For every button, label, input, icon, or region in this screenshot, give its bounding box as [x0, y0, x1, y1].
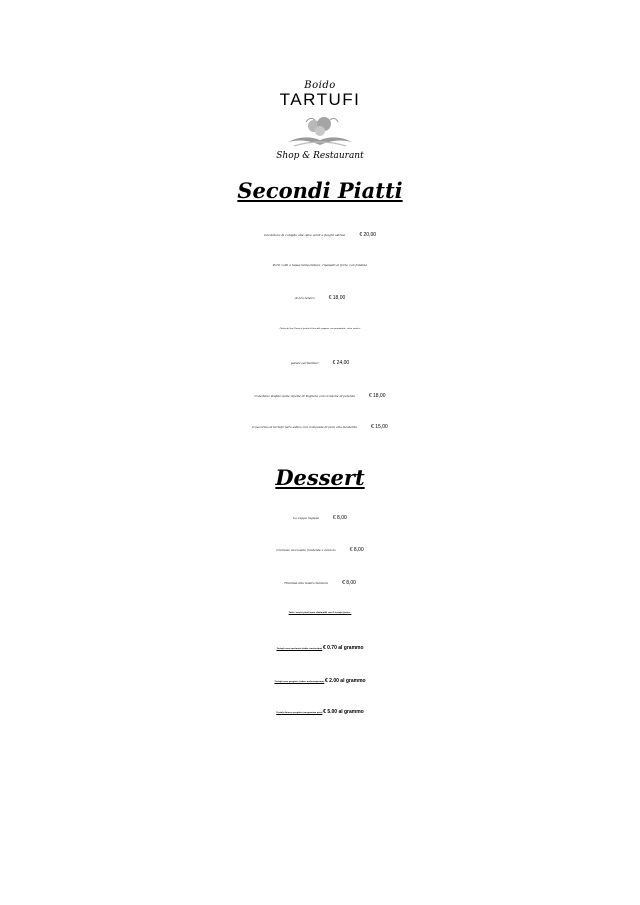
truffle-price: € 2.00 al grammo	[325, 678, 366, 684]
menu-item-line	[0, 360, 640, 366]
item-price: € 18,00	[368, 393, 386, 399]
menu-item-line	[0, 263, 640, 267]
menu-item-line	[0, 295, 640, 301]
item-price: € 24,00	[332, 360, 350, 366]
menu-item	[0, 515, 640, 521]
item-name: Cacciatora di coniglio alle olive verdi e funghi ostrica	[263, 233, 346, 237]
item-name: Filetto di San Pietro al gratin di fiori del cappero, con pomodorini, salsa verde e	[279, 328, 361, 330]
truffle-emblem-icon	[284, 112, 356, 152]
truffle-name: Tartufo nero uncinato (tuber uncinatum)	[276, 648, 323, 650]
item-price: € 8,00	[349, 547, 364, 553]
truffle-item	[0, 709, 640, 715]
item-name: La zuppa inglese	[293, 516, 319, 520]
item-price: € 8,00	[332, 515, 347, 521]
truffle-price: € 0.70 al grammo	[322, 645, 364, 651]
menu-item	[0, 424, 640, 430]
logo-tagline: Shop & Restaurant	[276, 151, 364, 161]
menu-item	[0, 393, 640, 399]
secondi-title: Secondi Piatti	[237, 178, 403, 203]
truffle-price: € 5.00 al grammo	[323, 709, 364, 715]
item-price: € 8,00	[342, 580, 356, 586]
truffle-name: Tartufo bianco pregiato (magnatum pico)	[276, 712, 323, 714]
item-price: € 15,00	[371, 424, 388, 430]
item-price: € 18,00	[328, 295, 346, 301]
logo-brand-small: Boido	[304, 80, 336, 91]
truffle-item	[0, 645, 640, 651]
item-name: patate parmentier	[290, 361, 319, 365]
menu-item	[0, 580, 640, 586]
menu-item-line	[0, 328, 640, 330]
item-name: Il pecorino al tartufo nero estivo con composta di pere alla mostarda	[252, 425, 358, 429]
item-name: Porri cotti a bassa temperatura ,ripassati al forno con fonduta	[272, 263, 368, 267]
item-price: € 20,00	[359, 232, 377, 238]
item-name: Tiramisù alla nostra maniera	[284, 581, 329, 585]
item-name: di bra tenero	[294, 296, 315, 300]
logo-brand-main: TARTUFI	[279, 90, 361, 109]
dessert-title: Dessert	[275, 465, 365, 490]
truffle-heading	[0, 612, 640, 614]
item-name: Cotechino stufato nelle cipolle di Voghera con crostone di polenta	[254, 394, 355, 398]
truffle-item	[0, 678, 640, 684]
truffle-name: Tartufo nero pregiato (tuber melanosporum)	[274, 681, 325, 683]
menu-item	[0, 547, 640, 553]
item-name: Cremoso cioccolato fondente e arancio	[276, 548, 336, 552]
menu-item	[0, 232, 640, 238]
truffle-heading-text: Tutti i nostri piatti sono abbinabili con il tartufo fresco :	[288, 612, 352, 614]
